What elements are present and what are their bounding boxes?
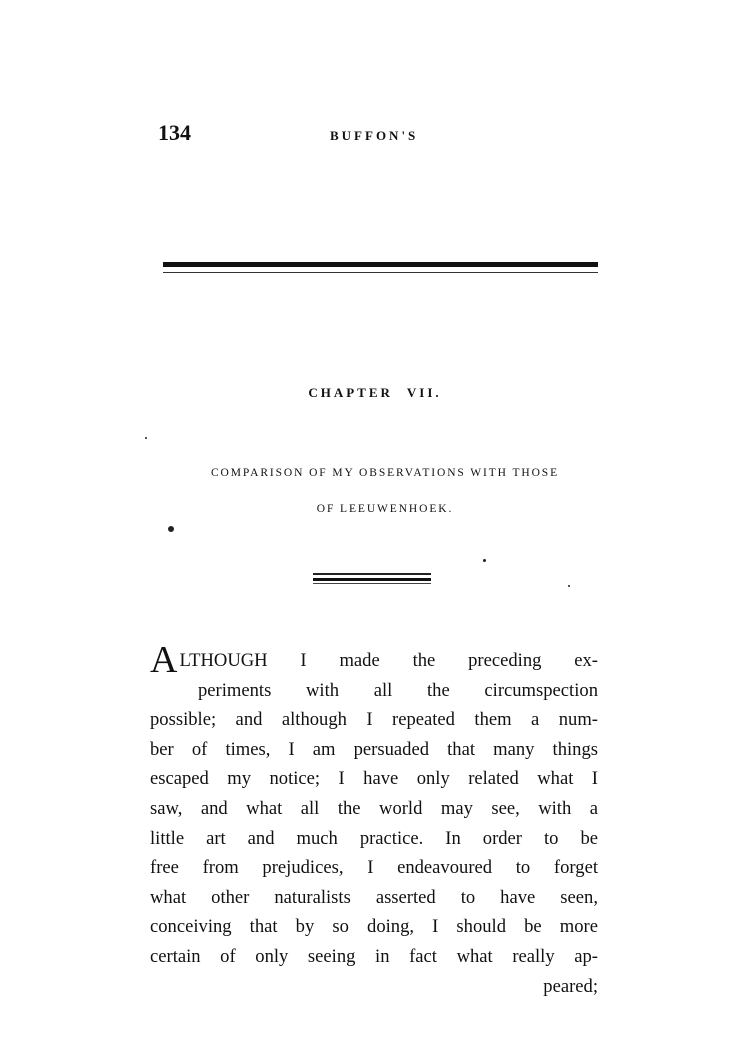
text-line: possible; and although I repeated them a num-: [150, 709, 598, 731]
body-paragraph: [150, 639, 598, 1001]
chapter-label: CHAPTER: [308, 385, 393, 400]
text-line: escaped my notice; I have only related what I: [150, 768, 598, 790]
drop-cap: A: [150, 639, 178, 681]
header-rule-thin: [163, 272, 598, 273]
header-rule-thick: [163, 262, 598, 267]
chapter-heading: [0, 385, 750, 401]
chapter-number: VII.: [406, 385, 442, 400]
ink-speck: [568, 585, 570, 587]
ink-speck: [483, 559, 486, 562]
running-head: BUFFON'S: [330, 128, 419, 143]
text-line: ALTHOUGH I made the preceding ex-: [150, 639, 598, 681]
page-number: 134: [158, 120, 191, 145]
text-line: what other naturalists asserted to have seen,: [150, 886, 598, 908]
text-line: little art and much practice. In order to be: [150, 827, 598, 849]
section-ornament-rule: [313, 573, 431, 584]
text-line: free from prejudices, I endeavoured to forget: [150, 857, 598, 879]
text-line: saw, and what all the world may see, with a: [150, 797, 598, 819]
text-line: periments with all the circumspection: [198, 679, 598, 701]
text-line: conceiving that by so doing, I should be more: [150, 916, 598, 938]
chapter-title-line-2: OF LEEUWENHOEK.: [316, 503, 454, 515]
chapter-title: [155, 455, 615, 527]
text-line: certain of only seeing in fact what really ap-: [150, 945, 598, 967]
chapter-title-line-1: COMPARISON OF MY OBSERVATIONS WITH THOSE: [210, 467, 560, 479]
ink-speck: [145, 437, 147, 439]
ink-speck: [168, 526, 174, 532]
text-line: ber of times, I am persuaded that many things: [150, 738, 598, 760]
catchword: peared;: [543, 975, 598, 997]
